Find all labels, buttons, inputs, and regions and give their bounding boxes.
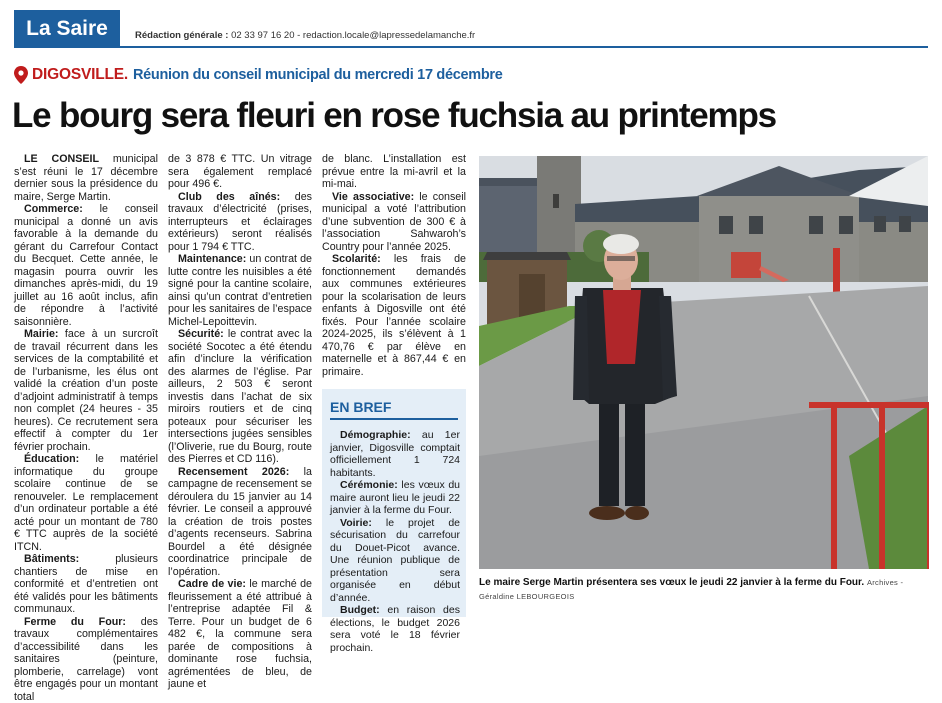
bref-item: Cérémonie: les vœux du maire auront lieu le jeudi 22 janvier à la ferme du Four. [330,479,460,517]
article-column-2 [168,153,312,691]
contact-label: Rédaction générale : [135,30,228,41]
en-bref-body [330,429,460,654]
section-tab: La Saire [14,10,120,47]
paragraph: de blanc. L’installation est prévue entre la mi-avril et la mi-mai. [322,153,466,191]
en-bref-box [322,389,466,617]
paragraph: Ferme du Four: des travaux complémentaires d’accessibilité dans les sanitaires (peinture, plomberie, carrelage) vont être engagés pour un montant total [14,616,158,703]
caption-text: Le maire Serge Martin présentera ses vœux le jeudi 22 janvier à la ferme du Four. [479,577,864,588]
location-pin-icon [14,66,28,84]
article-column-1 [14,153,158,703]
paragraph: Sécurité: le contrat avec la société Socotec a été étendu afin d’inclure la vérification des alarmes de l’église. Par ailleurs, 2 503 € seront investis dans l’achat de six miroirs routiers et de cinq poteaux pour sécuriser les intersections jugées sensibles (l’Oliverie, rue du Bourg, route des Pierres et CD 116). [168,328,312,466]
paragraph: Mairie: face à un surcroît de travail récurrent dans les services de la comptabilité et de l’urbanisme, les élus ont validé la création d’un poste d’adjoint administratif à temps non complet (24 heures - 35 heures). Ce recrutement sera effectif à compter du 1er février prochain. [14,328,158,453]
paragraph: Scolarité: les frais de fonctionnement demandés aux communes extérieures pour la scolarisation de leurs enfants à Digosville ont été fixés. Pour l’année scolaire 2024-2025, ils s’élèvent à 1 470,76 € par élève en maternelle et à 867,44 € en primaire. [322,253,466,378]
article-photo [479,156,928,569]
header-rule [14,46,928,48]
paragraph: Cadre de vie: le marché de fleurissement a été attribué à l’entreprise adaptée Fil & Terre. Pour un budget de 6 482 €, la commune sera parée de compositions à dominante rose fuchsia, agrémentées de bleu, de jaune et [168,578,312,691]
photo-illustration [479,156,928,569]
bref-item: Voirie: le projet de sécurisation du carrefour du Douet-Picot avance. Une réunion publique de présentation sera organisée en début d’année. [330,517,460,605]
paragraph: Commerce: le conseil municipal a donné un avis favorable à la demande du gérant du Carrefour Contact du Becquet. Cette année, le magasin pourra ouvrir les dimanches après-midi, du 19 juillet au 16 août inclus, afin de répondre à l’activité saisonnière. [14,203,158,328]
paragraph: Recensement 2026: la campagne de recensement se déroulera du 15 janvier au 14 février. Le conseil a approuvé la création de trois postes d’agents recenseurs. Sabrina Bourdel a été désignée coordinatrice principale de l’opération. [168,466,312,579]
paragraph: Club des aînés: des travaux d’électricité (prises, interrupteurs et éclairages extérieurs) seront réalisés pour 1 794 € TTC. [168,191,312,254]
paragraph: Vie associative: le conseil municipal a voté l’attribution d’une subvention de 300 € à l’association Sahwaroh’s Country pour l’année 2025. [322,191,466,254]
photo-credit: Archives - Géraldine LEBOURGEOIS [479,578,903,601]
paragraph: Bâtiments: plusieurs chantiers de mise en conformité et d’entretien ont été validés pour les bâtiments communaux. [14,553,158,616]
header-contact [135,30,475,41]
kicker [14,64,503,86]
bref-item: Démographie: au 1er janvier, Digosville comptait officiellement 1 724 habitants. [330,429,460,479]
contact-info: 02 33 97 16 20 - redaction.locale@lapressedelamanche.fr [231,30,475,41]
headline: Le bourg sera fleuri en rose fuchsia au printemps [12,92,932,140]
article-column-3 [322,153,466,378]
bref-item: Budget: en raison des élections, le budget 2026 sera voté le 18 février prochain. [330,604,460,654]
paragraph: de 3 878 € TTC. Un vitrage sera également remplacé pour 496 €. [168,153,312,191]
kicker-subtitle: Réunion du conseil municipal du mercredi 17 décembre [133,67,503,83]
paragraph: LE CONSEIL municipal s’est réuni le 17 décembre dernier sous la présidence du maire, Serge Martin. [14,153,158,203]
paragraph: Maintenance: un contrat de lutte contre les nuisibles a été signé pour la cantine scolaire, ainsi qu’un contrat d’entretien pour les sanitaires de l’espace Michel-Lepoittevin. [168,253,312,328]
photo-caption [479,576,931,604]
en-bref-title: EN BREF [330,399,458,420]
paragraph: Éducation: le matériel informatique du groupe scolaire continue de se renouveler. Le remplacement d’un ordinateur portable a été acté pour un montant de 780 € TTC auprès de la société ITCN. [14,453,158,553]
kicker-city: DIGOSVILLE. [32,66,128,84]
